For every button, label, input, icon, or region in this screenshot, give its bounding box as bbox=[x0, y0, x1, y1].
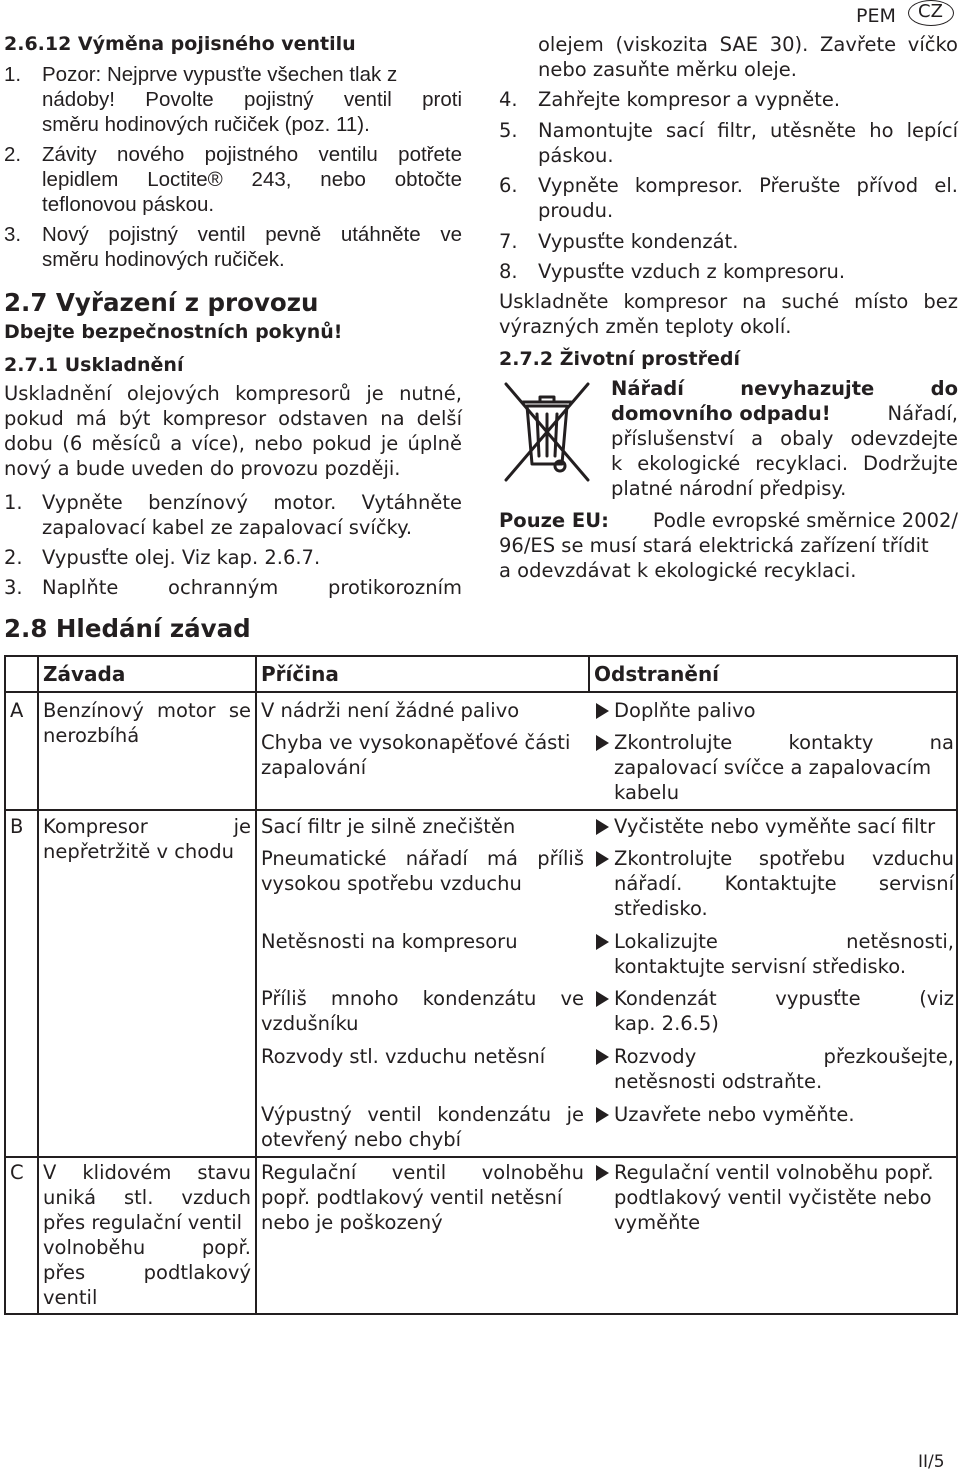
list-item-num: 1. bbox=[4, 491, 23, 514]
remedy-line: podtlakový ventil vyčistěte nebo bbox=[614, 1186, 932, 1209]
header-remedy: Odstranění bbox=[594, 662, 720, 686]
list-item-line: Vypusťte olej. Viz kap. 2.6.7. bbox=[42, 546, 321, 569]
header-cause: Příčina bbox=[261, 662, 339, 686]
list-item-num: 6. bbox=[499, 174, 518, 197]
cause-line: Sací filtr je silně znečištěn bbox=[261, 815, 516, 838]
arrow-bullet-icon bbox=[596, 1165, 609, 1181]
list-item-num: 1. bbox=[4, 63, 22, 86]
fault-line: ventil bbox=[43, 1286, 98, 1309]
header-fault: Závada bbox=[43, 662, 126, 686]
paragraph-line: olejem (viskozita SAE 30). Zavřete víčko bbox=[538, 33, 958, 56]
fault-line: volnoběhu popř. bbox=[43, 1236, 251, 1259]
table-border-header-bottom bbox=[4, 691, 958, 693]
table-border-bottom bbox=[4, 1313, 958, 1315]
list-item-line: Vypusťte kondenzát. bbox=[538, 230, 739, 253]
remedy-line: Uzavřete nebo vyměňte. bbox=[614, 1103, 855, 1126]
paragraph-line: výrazných změn teploty okolí. bbox=[499, 315, 792, 338]
list-item-line: Závity nového pojistného ventilu potřete bbox=[42, 143, 462, 166]
paragraph-line: nový a bude uveden do provozu později. bbox=[4, 457, 401, 480]
paragraph-line: nebo zasuňte měrku oleje. bbox=[538, 58, 797, 81]
arrow-bullet-icon bbox=[596, 1107, 609, 1123]
page-number: II/5 bbox=[918, 1452, 945, 1472]
remedy-line: Kondenzát vypusťte (viz bbox=[614, 987, 954, 1010]
cause-line: Regulační ventil volnoběhu bbox=[261, 1161, 584, 1184]
arrow-bullet-icon bbox=[596, 851, 609, 867]
table-border-row-b bbox=[4, 1156, 958, 1158]
remedy-line: Lokalizujte netěsnosti, bbox=[614, 930, 954, 953]
section-2-6-12-title: 2.6.12 Výměna pojisného ventilu bbox=[4, 33, 356, 55]
arrow-bullet-icon bbox=[596, 735, 609, 751]
arrow-bullet-icon bbox=[596, 934, 609, 950]
env-text-start: Nářadí, bbox=[887, 402, 958, 425]
remedy-line: kontaktujte servisní středisko. bbox=[614, 955, 907, 978]
remedy-line: Regulační ventil volnoběhu popř. bbox=[614, 1161, 934, 1184]
cause-line: Chyba ve vysokonapěťové části bbox=[261, 731, 571, 754]
list-item-line: Namontujte sací filtr, utěsněte ho lepící bbox=[538, 119, 958, 142]
cause-line: vzdušníku bbox=[261, 1012, 359, 1035]
cause-line: Pneumatické nářadí má příliš bbox=[261, 847, 584, 870]
list-item-num: 5. bbox=[499, 119, 518, 142]
list-item-line: páskou. bbox=[538, 144, 614, 167]
arrow-bullet-icon bbox=[596, 703, 609, 719]
env-warning-line-2 bbox=[611, 401, 958, 426]
row-id: A bbox=[10, 699, 24, 722]
list-item-line: směru hodinových ručiček (poz. 11). bbox=[42, 113, 370, 136]
list-item-line: zapalovací kabel ze zapalovací svíčky. bbox=[42, 516, 413, 539]
list-item-num: 3. bbox=[4, 223, 22, 246]
paragraph-line: Uskladnění olejových kompresorů je nutné, bbox=[4, 382, 462, 405]
remedy-line: kabelu bbox=[614, 781, 680, 804]
table-border-right bbox=[956, 655, 958, 1315]
list-item-line: Vypněte kompresor. Přerušte přívod el. bbox=[538, 174, 958, 197]
table-border-row-a bbox=[4, 809, 958, 811]
env-warning-line: Nářadí nevyhazujte do bbox=[611, 377, 958, 400]
eu-note-line: a odevzdávat k ekologické recyklaci. bbox=[499, 559, 857, 582]
eu-note-line bbox=[499, 508, 958, 533]
row-id: B bbox=[10, 815, 24, 838]
env-text-line: platné národní předpisy. bbox=[611, 477, 847, 500]
remedy-line: Doplňte palivo bbox=[614, 699, 756, 722]
arrow-bullet-icon bbox=[596, 819, 609, 835]
table-border-col-1 bbox=[37, 655, 39, 1315]
remedy-line: Rozvody přezkoušejte, bbox=[614, 1045, 954, 1068]
cause-line: otevřený nebo chybí bbox=[261, 1128, 462, 1151]
list-item-line: směru hodinových ručiček. bbox=[42, 248, 285, 271]
fault-line: V klidovém stavu bbox=[43, 1161, 251, 1184]
cause-line: V nádrži není žádné palivo bbox=[261, 699, 520, 722]
list-item-line: Vypusťte vzduch z kompresoru. bbox=[538, 260, 846, 283]
list-item-num: 3. bbox=[4, 576, 23, 599]
cause-line: vysokou spotřebu vzduchu bbox=[261, 872, 522, 895]
paragraph-line: dobu (6 měsíců a více), nebo pokud je úplně bbox=[4, 432, 462, 455]
fault-line: nerozbíhá bbox=[43, 724, 140, 747]
table-border-top bbox=[4, 655, 958, 657]
table-border-col-3 bbox=[588, 655, 590, 693]
list-item-num: 7. bbox=[499, 230, 518, 253]
list-item-line: Zahřejte kompresor a vypněte. bbox=[538, 88, 841, 111]
env-text-line: k ekologické recyklaci. Dodržujte bbox=[611, 452, 958, 475]
language-badge-label: CZ bbox=[918, 1, 943, 22]
remedy-line: nářadí. Kontaktujte servisní bbox=[614, 872, 954, 895]
language-badge bbox=[908, 0, 954, 26]
arrow-bullet-icon bbox=[596, 1049, 609, 1065]
section-2-7-subtitle: Dbejte bezpečnostních pokynů! bbox=[4, 321, 343, 343]
list-item-line: Nový pojistný ventil pevně utáhněte ve bbox=[42, 223, 462, 246]
fault-line: Benzínový motor se bbox=[43, 699, 251, 722]
section-2-7-1-title: 2.7.1 Uskladnění bbox=[4, 354, 184, 376]
eu-note-line: 96/ES se musí stará elektrická zařízení třídit bbox=[499, 534, 929, 557]
section-2-8-title: 2.8 Hledání závad bbox=[4, 614, 251, 643]
eu-note-bold: Pouze EU: bbox=[499, 509, 609, 532]
paragraph-line: pokud má být kompresor odstaven na delší bbox=[4, 407, 462, 430]
fault-line: přes regulační ventil bbox=[43, 1211, 243, 1234]
list-item-line: teflonovou páskou. bbox=[42, 193, 215, 216]
eu-note-text: Podle evropské směrnice 2002/ bbox=[652, 509, 958, 532]
table-border-col-2 bbox=[255, 655, 257, 1315]
fault-line: nepřetržitě v chodu bbox=[43, 840, 234, 863]
env-warning-bold: domovního odpadu! bbox=[611, 402, 831, 425]
cause-line: popř. podtlakový ventil netěsní bbox=[261, 1186, 563, 1209]
remedy-line: Zkontrolujte kontakty na bbox=[614, 731, 954, 754]
remedy-line: Vyčistěte nebo vyměňte sací filtr bbox=[614, 815, 936, 838]
fault-line: Kompresor je bbox=[43, 815, 251, 838]
list-item-line: Naplňte ochranným protikorozním bbox=[42, 576, 462, 599]
remedy-line: vyměňte bbox=[614, 1211, 701, 1234]
cause-line: Výpustný ventil kondenzátu je bbox=[261, 1103, 584, 1126]
fault-line: přes podtlakový bbox=[43, 1261, 251, 1284]
remedy-line: netěsnosti odstraňte. bbox=[614, 1070, 823, 1093]
table-border-left bbox=[4, 655, 6, 1315]
cause-line: nebo je poškozený bbox=[261, 1211, 443, 1234]
list-item-line: Vypněte benzínový motor. Vytáhněte bbox=[42, 491, 462, 514]
fault-line: uniká stl. vzduch bbox=[43, 1186, 251, 1209]
brand-label: PEM bbox=[856, 5, 896, 27]
row-id: C bbox=[10, 1161, 24, 1184]
page-header bbox=[856, 0, 960, 30]
list-item-num: 4. bbox=[499, 88, 518, 111]
cause-line: Příliš mnoho kondenzátu ve bbox=[261, 987, 584, 1010]
cause-line: Netěsnosti na kompresoru bbox=[261, 930, 518, 953]
crossed-out-wheelie-bin-icon bbox=[500, 378, 594, 488]
arrow-bullet-icon bbox=[596, 991, 609, 1007]
section-2-7-2-title: 2.7.2 Životní prostředí bbox=[499, 348, 740, 370]
list-item-num: 8. bbox=[499, 260, 518, 283]
remedy-line: Zkontrolujte spotřebu vzduchu bbox=[614, 847, 954, 870]
list-item-line: proudu. bbox=[538, 199, 614, 222]
section-2-7-title: 2.7 Vyřazení z provozu bbox=[4, 288, 319, 317]
cause-line: zapalování bbox=[261, 756, 367, 779]
list-item-num: 2. bbox=[4, 546, 23, 569]
list-item-num: 2. bbox=[4, 143, 22, 166]
env-text-line: příslušenství a obaly odevzdejte bbox=[611, 427, 958, 450]
paragraph-line: Uskladněte kompresor na suché místo bez bbox=[499, 290, 958, 313]
cause-line: Rozvody stl. vzduchu netěsní bbox=[261, 1045, 546, 1068]
list-item-line: lepidlem Loctite® 243, nebo obtočte bbox=[42, 168, 462, 191]
remedy-line: středisko. bbox=[614, 897, 708, 920]
remedy-line: kap. 2.6.5) bbox=[614, 1012, 719, 1035]
remedy-line: zapalovací svíčce a zapalovacím bbox=[614, 756, 932, 779]
list-item-line: nádoby! Povolte pojistný ventil proti bbox=[42, 88, 462, 111]
list-item-line: Pozor: Nejprve vypusťte všechen tlak z bbox=[42, 63, 398, 86]
